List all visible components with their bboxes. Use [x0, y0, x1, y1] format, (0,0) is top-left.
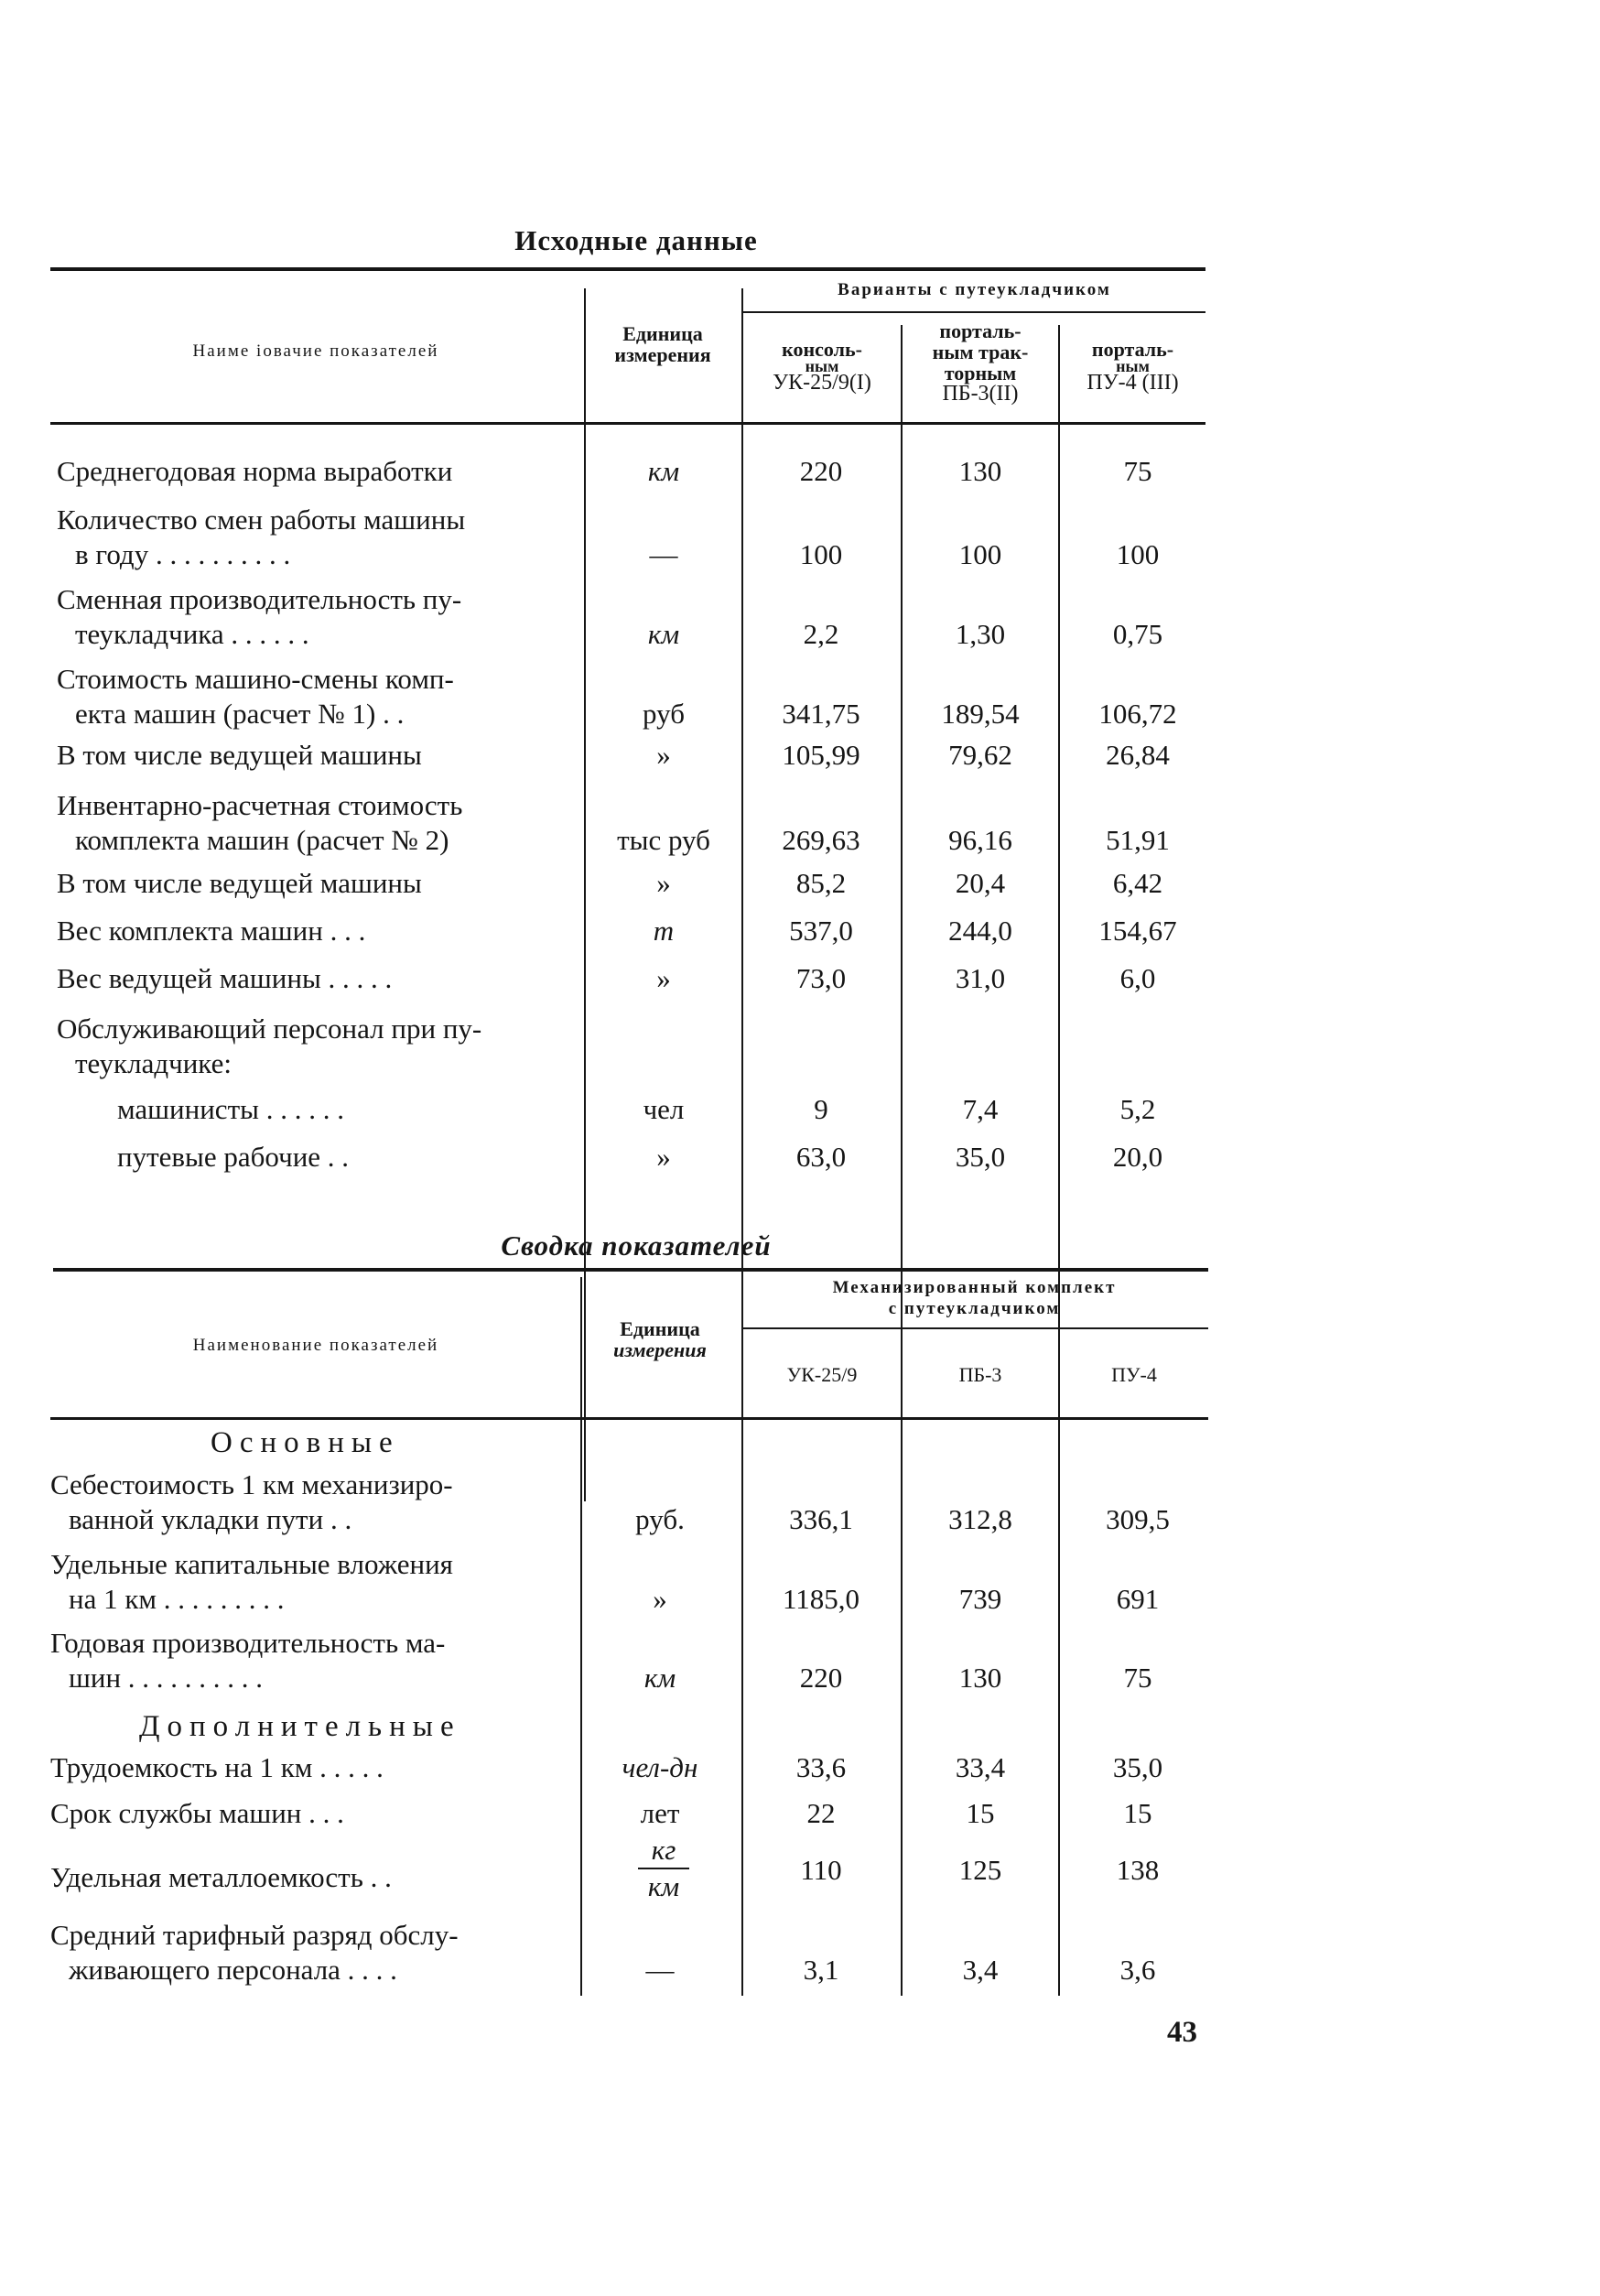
table1-row-value-v2: 1,30 — [955, 618, 1006, 650]
table2-vline-v1 — [741, 1277, 743, 1996]
table2-row-unit: лет — [640, 1797, 680, 1829]
table2-row-label: Срок службы машин . . . — [50, 1797, 344, 1829]
table1-header-unit: Единица измерения — [614, 322, 711, 366]
table1-top-rule — [50, 267, 1205, 271]
table1-row-value-v2: 31,0 — [955, 962, 1006, 994]
table2-row-unit: чел-дн — [622, 1751, 698, 1783]
table2-row-value-v1: 22 — [806, 1797, 836, 1829]
table2-header-v3: ПУ-4 — [1111, 1363, 1157, 1386]
table1-row-value-v1: 73,0 — [795, 962, 847, 994]
table1-header-v1: консоль- ным УК-25/9(I) — [773, 338, 871, 395]
table1-row-value-v1: 100 — [799, 538, 843, 570]
table1-row-unit: чел — [643, 1093, 685, 1125]
table2-row-label: Удельная металлоемкость . . — [50, 1861, 392, 1893]
table1-header-v2: порталь- ным трак- торным ПБ-3(II) — [932, 319, 1029, 406]
table1-row-label: Количество смен работы машины в году . . . . . . . . . . — [57, 504, 466, 570]
table2-header-v2: ПБ-3 — [958, 1363, 1002, 1386]
table2-row-value-v3: 138 — [1116, 1854, 1160, 1886]
table2-section-extra: Дополнительные — [139, 1710, 461, 1743]
table1-row-value-v1: 105,99 — [782, 739, 860, 771]
table1-row-unit: » — [656, 1141, 671, 1173]
table1-row-value-v3: 6,42 — [1112, 867, 1163, 899]
table2-row-value-v3: 35,0 — [1112, 1751, 1163, 1783]
table2-title: Сводка показателей — [501, 1229, 772, 1262]
table1-row-value-v1: 9 — [814, 1093, 828, 1125]
table1-row-value-v3: 75 — [1123, 455, 1152, 487]
table2-row-unit: руб. — [635, 1503, 685, 1535]
table1-row-value-v2: 20,4 — [955, 867, 1006, 899]
table1-row-value-v3: 0,75 — [1112, 618, 1163, 650]
table1-row-value-v3: 26,84 — [1106, 739, 1170, 771]
table1-row-unit: км — [647, 618, 680, 650]
page-number: 43 — [1167, 2016, 1197, 2049]
table2-row-value-v1: 1185,0 — [782, 1583, 860, 1615]
table2-row-label: Средний тарифный разряд обслу- живающего персонала . . . . — [50, 1919, 459, 1986]
table2-row-label: Трудоемкость на 1 км . . . . . — [50, 1751, 384, 1783]
table1-title: Исходные данные — [514, 224, 758, 256]
table1-row-label: Вес ведущей машины . . . . . — [57, 962, 393, 994]
table1-row-value-v3: 106,72 — [1098, 698, 1177, 730]
table1-row-value-v2: 79,62 — [948, 739, 1012, 771]
table1-header-group: Варианты с путеукладчиком — [838, 280, 1111, 299]
table1-group-rule — [743, 311, 1205, 313]
table2-row-value-v2: 130 — [958, 1662, 1002, 1694]
table2-row-value-v2: 3,4 — [962, 1954, 999, 1986]
table1-row-unit: тыс руб — [617, 824, 710, 856]
table1-row-value-v3: 20,0 — [1112, 1141, 1163, 1173]
table2-row-unit: $\frac{кг}{км}$ — [586, 1833, 741, 1901]
table1-row-unit: — — [649, 538, 678, 570]
table2-row-value-v2: 33,4 — [955, 1751, 1006, 1783]
table2-row-value-v3: 309,5 — [1106, 1503, 1170, 1535]
table2-row-value-v1: 220 — [799, 1662, 843, 1694]
table1-row-label: Обслуживающий персонал при пу- теукладчике: — [57, 1013, 482, 1079]
table1-row-value-v2: 96,16 — [948, 824, 1012, 856]
table1-row-value-v3: 100 — [1116, 538, 1160, 570]
table1-row-value-v1: 341,75 — [782, 698, 860, 730]
table2-row-value-v1: 33,6 — [795, 1751, 847, 1783]
table2-row-unit: — — [645, 1954, 675, 1986]
table1-row-value-v3: 154,67 — [1098, 915, 1177, 947]
table2-header-name: Наименование показателей — [192, 1336, 439, 1355]
table1-row-label: В том числе ведущей машины — [57, 867, 422, 899]
table2-row-unit: км — [643, 1662, 676, 1694]
table1-row-label: Среднегодовая норма выработки — [57, 455, 453, 487]
table1-row-value-v1: 269,63 — [782, 824, 860, 856]
table1-row-label: машинисты . . . . . . — [117, 1093, 344, 1125]
table2-section-main: Основные — [211, 1426, 400, 1459]
table1-row-label: Сменная производительность пу- теукладчика . . . . . . — [57, 583, 462, 650]
table1-row-label: В том числе ведущей машины — [57, 739, 422, 771]
table2-row-value-v1: 3,1 — [803, 1954, 839, 1986]
table1-row-value-v1: 2,2 — [803, 618, 839, 650]
table2-row-value-v3: 15 — [1123, 1797, 1152, 1829]
table2-top-rule — [53, 1268, 1208, 1272]
table1-row-value-v2: 100 — [958, 538, 1002, 570]
table1-row-unit: т — [653, 915, 675, 947]
table1-header-name: Наиме іовачие показателей — [192, 341, 439, 361]
table1-row-unit: руб — [643, 698, 685, 730]
table2-row-unit: » — [653, 1583, 667, 1615]
table2-row-value-v2: 15 — [966, 1797, 995, 1829]
table1-row-value-v2: 7,4 — [962, 1093, 999, 1125]
table1-row-label: Вес комплекта машин . . . — [57, 915, 366, 947]
table1-row-value-v2: 130 — [958, 455, 1002, 487]
table2-row-value-v2: 125 — [958, 1854, 1002, 1886]
table1-row-unit: » — [656, 739, 671, 771]
table2-row-value-v2: 739 — [958, 1583, 1002, 1615]
table1-row-label: Стоимость машино-смены комп- екта машин (расчет № 1) . . — [57, 663, 454, 730]
table1-row-unit: км — [647, 455, 680, 487]
table2-vline-unit — [580, 1277, 582, 1996]
table1-header-rule — [50, 422, 1205, 425]
table1-row-unit: » — [656, 962, 671, 994]
table2-header-unit: Единица измерения — [613, 1317, 707, 1361]
table1-row-label: путевые рабочие . . — [117, 1141, 350, 1173]
table1-row-value-v1: 63,0 — [795, 1141, 847, 1173]
table2-header-v1: УК-25/9 — [786, 1363, 858, 1386]
table2-row-value-v1: 336,1 — [789, 1503, 853, 1535]
table2-row-value-v3: 691 — [1116, 1583, 1160, 1615]
table1-row-value-v1: 85,2 — [795, 867, 847, 899]
table2-row-value-v2: 312,8 — [948, 1503, 1012, 1535]
table1-row-value-v3: 51,91 — [1106, 824, 1170, 856]
table1-row-value-v3: 5,2 — [1119, 1093, 1156, 1125]
table2-row-value-v3: 75 — [1123, 1662, 1152, 1694]
table2-row-label: Удельные капитальные вложения на 1 км . . . . . . . . . — [50, 1548, 453, 1615]
table2-row-value-v3: 3,6 — [1119, 1954, 1156, 1986]
table2-header-rule — [50, 1417, 1208, 1420]
table1-row-label: Инвентарно-расчетная стоимость комплекта машин (расчет № 2) — [57, 789, 463, 856]
table2-group-rule — [743, 1327, 1208, 1329]
table2-row-label: Годовая производительность ма- шин . . . . . . . . . . — [50, 1627, 446, 1694]
table1-row-value-v1: 537,0 — [789, 915, 853, 947]
table1-row-unit: » — [656, 867, 671, 899]
table1-row-value-v1: 220 — [799, 455, 843, 487]
table2-header-group: Механизированный комплект с путеукладчиком — [832, 1278, 1117, 1318]
table1-row-value-v2: 35,0 — [955, 1141, 1006, 1173]
table1-row-value-v2: 189,54 — [941, 698, 1020, 730]
table2-row-value-v1: 110 — [800, 1854, 842, 1886]
table1-row-value-v3: 6,0 — [1119, 962, 1156, 994]
table2-row-label: Себестоимость 1 км механизиро- ванной укладки пути . . — [50, 1468, 453, 1535]
table1-header-v3: порталь- ным ПУ-4 (III) — [1086, 338, 1179, 395]
table1-row-value-v2: 244,0 — [948, 915, 1012, 947]
